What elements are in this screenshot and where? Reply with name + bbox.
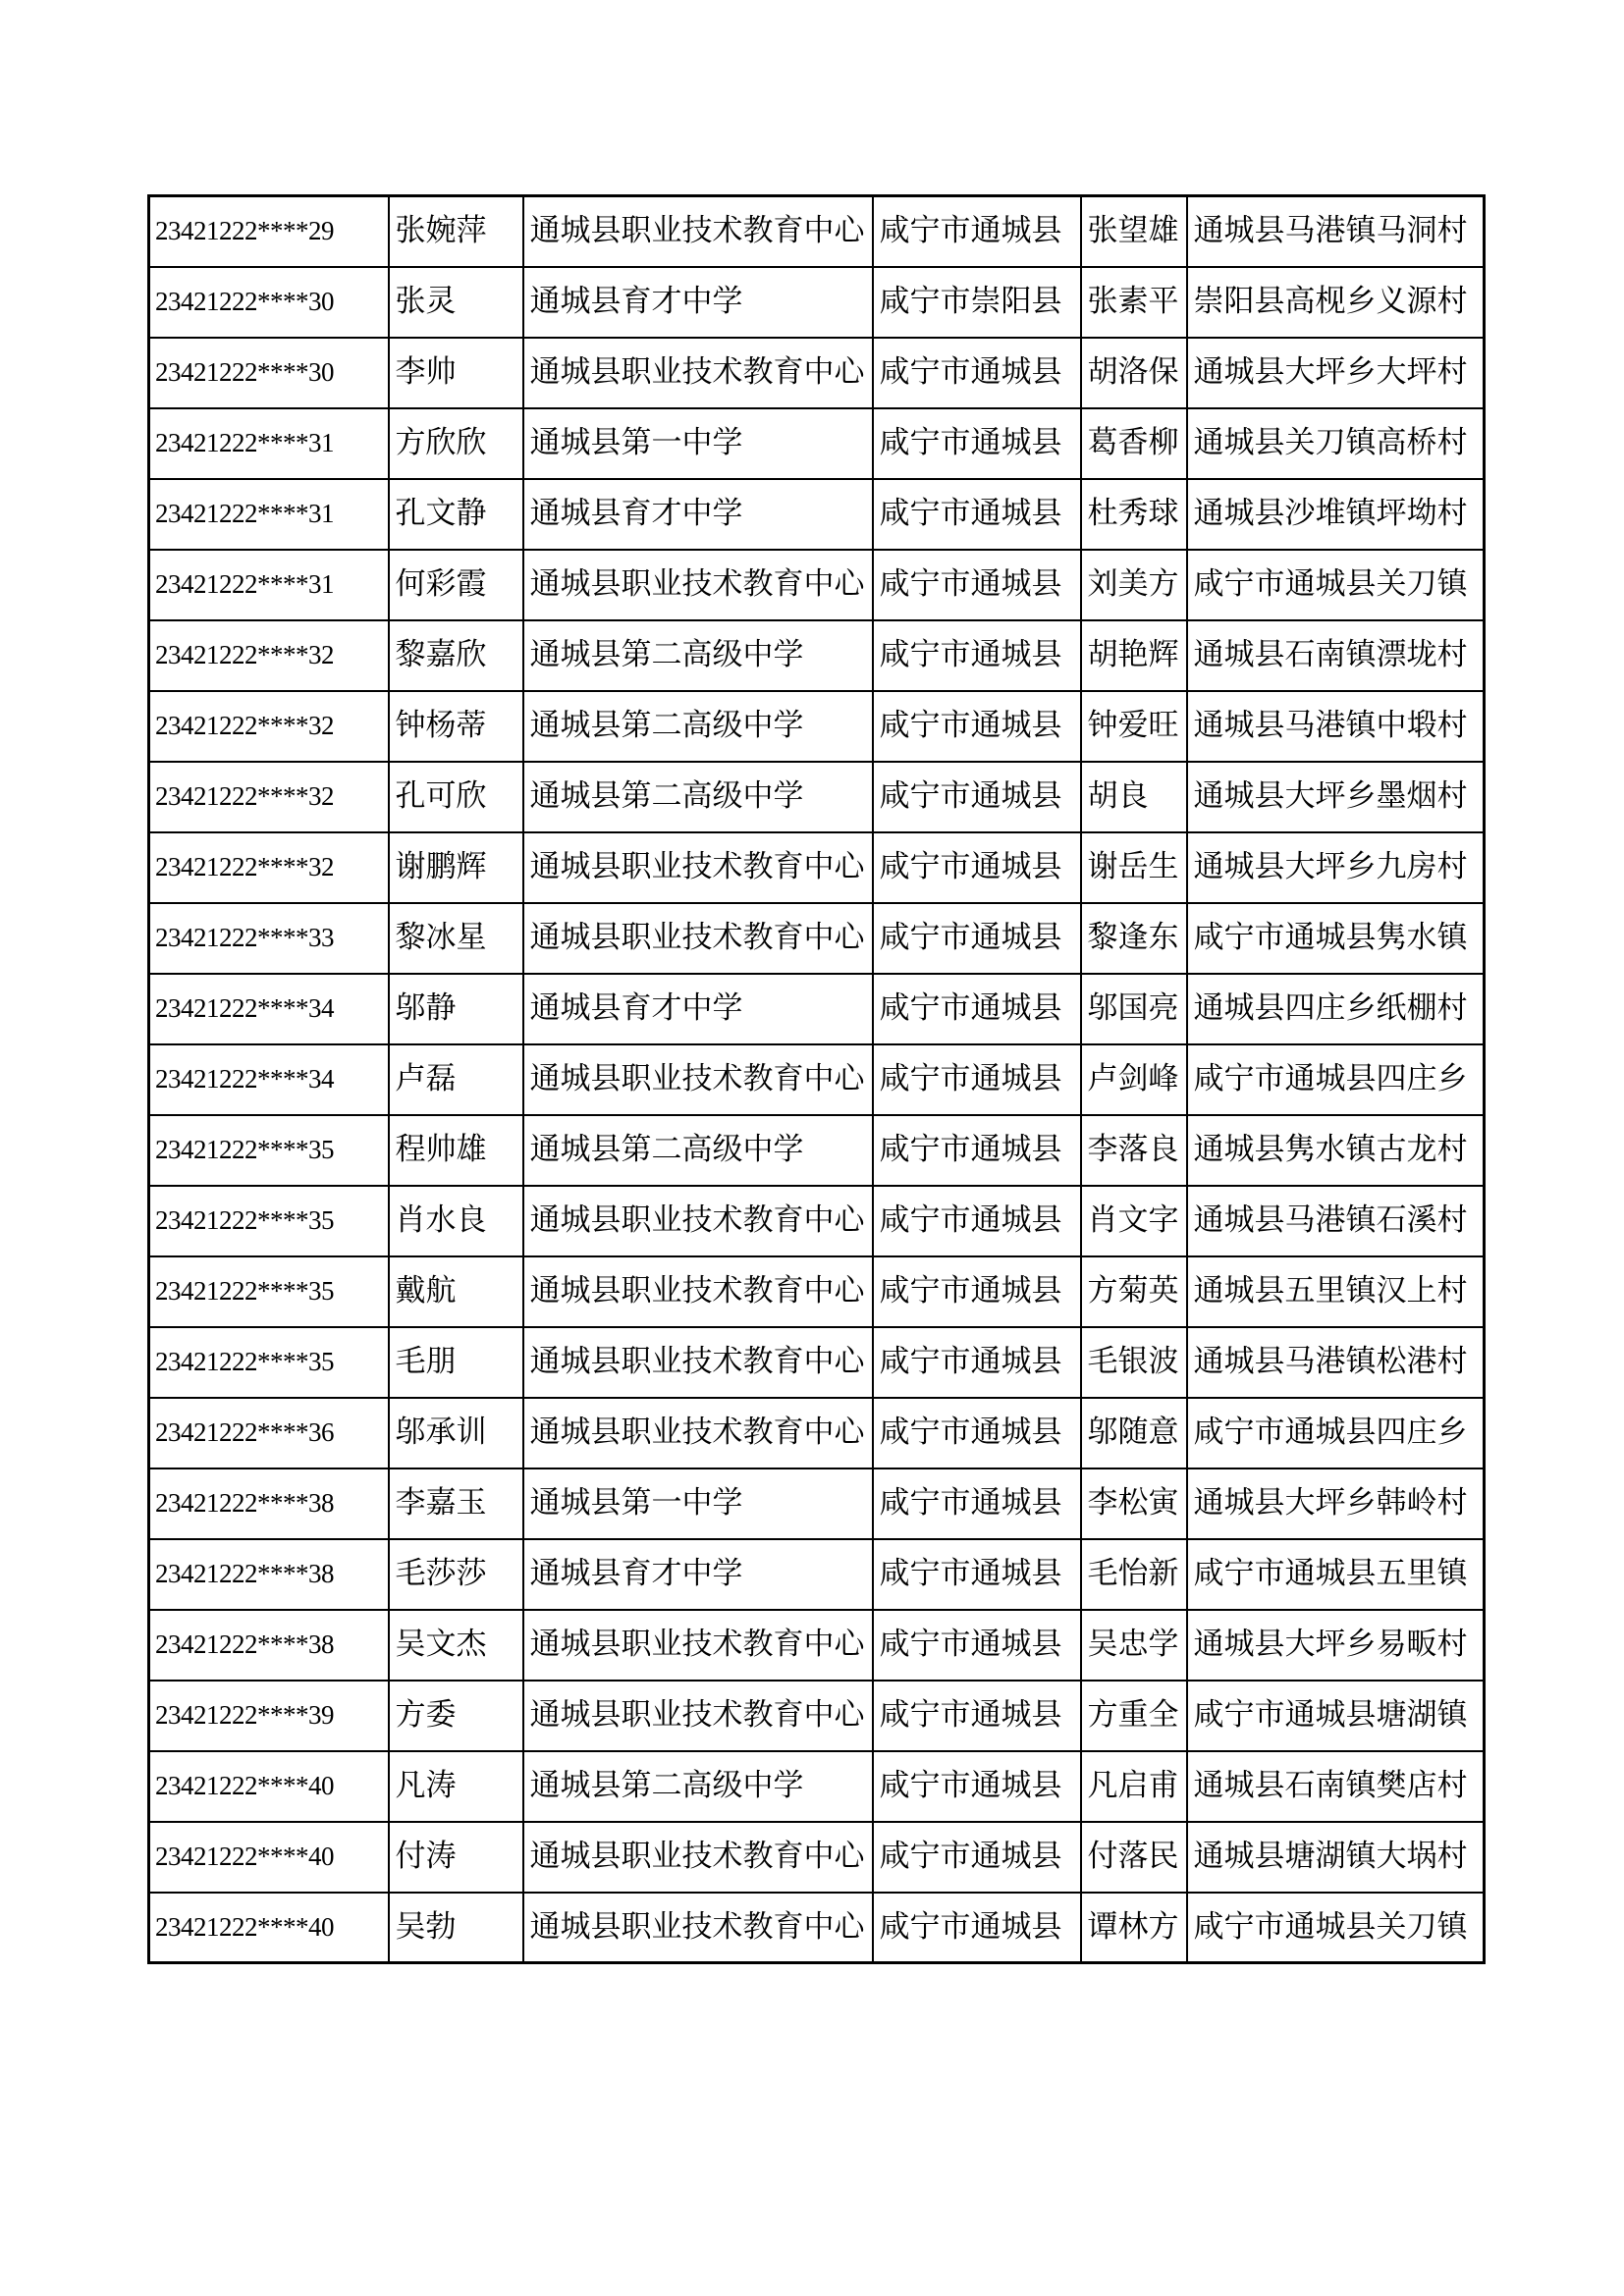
region-cell: 咸宁市通城县 bbox=[873, 620, 1081, 691]
table-row bbox=[149, 1751, 1485, 1822]
address-cell: 通城县四庄乡纸棚村 bbox=[1187, 974, 1485, 1044]
id-cell: 23421222****38 bbox=[149, 1610, 389, 1681]
student-name-cell: 孔可欣 bbox=[389, 762, 523, 832]
id-cell: 23421222****35 bbox=[149, 1186, 389, 1256]
school-cell: 通城县第一中学 bbox=[523, 408, 873, 479]
student-name-cell: 付涛 bbox=[389, 1822, 523, 1893]
address-cell: 通城县沙堆镇坪坳村 bbox=[1187, 479, 1485, 550]
region-cell: 咸宁市通城县 bbox=[873, 479, 1081, 550]
student-name-cell: 何彩霞 bbox=[389, 550, 523, 620]
id-cell: 23421222****31 bbox=[149, 550, 389, 620]
region-cell: 咸宁市通城县 bbox=[873, 1186, 1081, 1256]
school-cell: 通城县第二高级中学 bbox=[523, 620, 873, 691]
school-cell: 通城县第二高级中学 bbox=[523, 762, 873, 832]
table-row bbox=[149, 691, 1485, 762]
id-cell: 23421222****35 bbox=[149, 1256, 389, 1327]
guardian-name-cell: 胡良 bbox=[1081, 762, 1187, 832]
address-cell: 通城县大坪乡韩岭村 bbox=[1187, 1468, 1485, 1539]
guardian-name-cell: 谢岳生 bbox=[1081, 832, 1187, 903]
student-name-cell: 张婉萍 bbox=[389, 196, 523, 267]
id-cell: 23421222****30 bbox=[149, 338, 389, 408]
school-cell: 通城县育才中学 bbox=[523, 1539, 873, 1610]
table-row bbox=[149, 408, 1485, 479]
guardian-name-cell: 吴忠学 bbox=[1081, 1610, 1187, 1681]
table-row bbox=[149, 1115, 1485, 1186]
student-name-cell: 李帅 bbox=[389, 338, 523, 408]
student-name-cell: 孔文静 bbox=[389, 479, 523, 550]
guardian-name-cell: 黎逢东 bbox=[1081, 903, 1187, 974]
table-row bbox=[149, 1822, 1485, 1893]
address-cell: 通城县马港镇松港村 bbox=[1187, 1327, 1485, 1398]
student-name-cell: 卢磊 bbox=[389, 1044, 523, 1115]
address-cell: 咸宁市通城县塘湖镇 bbox=[1187, 1681, 1485, 1751]
table-row bbox=[149, 903, 1485, 974]
school-cell: 通城县职业技术教育中心 bbox=[523, 1256, 873, 1327]
region-cell: 咸宁市通城县 bbox=[873, 691, 1081, 762]
id-cell: 23421222****35 bbox=[149, 1327, 389, 1398]
address-cell: 咸宁市通城县隽水镇 bbox=[1187, 903, 1485, 974]
address-cell: 咸宁市通城县关刀镇 bbox=[1187, 1893, 1485, 1963]
id-cell: 23421222****38 bbox=[149, 1539, 389, 1610]
student-name-cell: 毛朋 bbox=[389, 1327, 523, 1398]
school-cell: 通城县职业技术教育中心 bbox=[523, 1398, 873, 1468]
school-cell: 通城县职业技术教育中心 bbox=[523, 196, 873, 267]
region-cell: 咸宁市通城县 bbox=[873, 1256, 1081, 1327]
region-cell: 咸宁市通城县 bbox=[873, 832, 1081, 903]
school-cell: 通城县育才中学 bbox=[523, 267, 873, 338]
guardian-name-cell: 钟爱旺 bbox=[1081, 691, 1187, 762]
guardian-name-cell: 邬随意 bbox=[1081, 1398, 1187, 1468]
id-cell: 23421222****39 bbox=[149, 1681, 389, 1751]
student-name-cell: 黎嘉欣 bbox=[389, 620, 523, 691]
school-cell: 通城县育才中学 bbox=[523, 479, 873, 550]
school-cell: 通城县职业技术教育中心 bbox=[523, 832, 873, 903]
table-row bbox=[149, 1327, 1485, 1398]
address-cell: 通城县五里镇汉上村 bbox=[1187, 1256, 1485, 1327]
table-row bbox=[149, 550, 1485, 620]
school-cell: 通城县职业技术教育中心 bbox=[523, 338, 873, 408]
guardian-name-cell: 付落民 bbox=[1081, 1822, 1187, 1893]
table-row bbox=[149, 479, 1485, 550]
data-table bbox=[147, 194, 1486, 1964]
student-name-cell: 方委 bbox=[389, 1681, 523, 1751]
table-row bbox=[149, 1893, 1485, 1963]
guardian-name-cell: 张素平 bbox=[1081, 267, 1187, 338]
id-cell: 23421222****32 bbox=[149, 620, 389, 691]
table-row bbox=[149, 267, 1485, 338]
address-cell: 通城县大坪乡九房村 bbox=[1187, 832, 1485, 903]
school-cell: 通城县职业技术教育中心 bbox=[523, 550, 873, 620]
student-name-cell: 谢鹏辉 bbox=[389, 832, 523, 903]
table-row bbox=[149, 196, 1485, 267]
address-cell: 咸宁市通城县五里镇 bbox=[1187, 1539, 1485, 1610]
student-name-cell: 方欣欣 bbox=[389, 408, 523, 479]
region-cell: 咸宁市通城县 bbox=[873, 338, 1081, 408]
guardian-name-cell: 胡洛保 bbox=[1081, 338, 1187, 408]
student-name-cell: 邬静 bbox=[389, 974, 523, 1044]
region-cell: 咸宁市通城县 bbox=[873, 1822, 1081, 1893]
region-cell: 咸宁市通城县 bbox=[873, 1398, 1081, 1468]
address-cell: 通城县马港镇石溪村 bbox=[1187, 1186, 1485, 1256]
region-cell: 咸宁市通城县 bbox=[873, 1751, 1081, 1822]
id-cell: 23421222****29 bbox=[149, 196, 389, 267]
region-cell: 咸宁市通城县 bbox=[873, 1893, 1081, 1963]
region-cell: 咸宁市通城县 bbox=[873, 1539, 1081, 1610]
school-cell: 通城县职业技术教育中心 bbox=[523, 1610, 873, 1681]
school-cell: 通城县第二高级中学 bbox=[523, 691, 873, 762]
id-cell: 23421222****32 bbox=[149, 691, 389, 762]
region-cell: 咸宁市通城县 bbox=[873, 903, 1081, 974]
id-cell: 23421222****33 bbox=[149, 903, 389, 974]
student-name-cell: 毛莎莎 bbox=[389, 1539, 523, 1610]
school-cell: 通城县职业技术教育中心 bbox=[523, 1044, 873, 1115]
address-cell: 通城县大坪乡大坪村 bbox=[1187, 338, 1485, 408]
school-cell: 通城县职业技术教育中心 bbox=[523, 903, 873, 974]
region-cell: 咸宁市通城县 bbox=[873, 1610, 1081, 1681]
guardian-name-cell: 卢剑峰 bbox=[1081, 1044, 1187, 1115]
table-row bbox=[149, 1610, 1485, 1681]
address-cell: 通城县大坪乡易畈村 bbox=[1187, 1610, 1485, 1681]
address-cell: 通城县大坪乡墨烟村 bbox=[1187, 762, 1485, 832]
address-cell: 通城县马港镇马洞村 bbox=[1187, 196, 1485, 267]
guardian-name-cell: 邬国亮 bbox=[1081, 974, 1187, 1044]
guardian-name-cell: 张望雄 bbox=[1081, 196, 1187, 267]
address-cell: 通城县石南镇樊店村 bbox=[1187, 1751, 1485, 1822]
address-cell: 通城县石南镇漂垅村 bbox=[1187, 620, 1485, 691]
region-cell: 咸宁市通城县 bbox=[873, 408, 1081, 479]
id-cell: 23421222****38 bbox=[149, 1468, 389, 1539]
region-cell: 咸宁市通城县 bbox=[873, 196, 1081, 267]
guardian-name-cell: 肖文字 bbox=[1081, 1186, 1187, 1256]
student-name-cell: 李嘉玉 bbox=[389, 1468, 523, 1539]
address-cell: 咸宁市通城县四庄乡 bbox=[1187, 1044, 1485, 1115]
student-name-cell: 凡涛 bbox=[389, 1751, 523, 1822]
table-row bbox=[149, 762, 1485, 832]
student-name-cell: 邬承训 bbox=[389, 1398, 523, 1468]
address-cell: 通城县马港镇中塅村 bbox=[1187, 691, 1485, 762]
region-cell: 咸宁市通城县 bbox=[873, 550, 1081, 620]
table-row bbox=[149, 1186, 1485, 1256]
guardian-name-cell: 胡艳辉 bbox=[1081, 620, 1187, 691]
table-row bbox=[149, 620, 1485, 691]
school-cell: 通城县职业技术教育中心 bbox=[523, 1893, 873, 1963]
guardian-name-cell: 毛银波 bbox=[1081, 1327, 1187, 1398]
id-cell: 23421222****40 bbox=[149, 1822, 389, 1893]
table-row bbox=[149, 1044, 1485, 1115]
guardian-name-cell: 李落良 bbox=[1081, 1115, 1187, 1186]
student-name-cell: 黎冰星 bbox=[389, 903, 523, 974]
school-cell: 通城县第二高级中学 bbox=[523, 1751, 873, 1822]
school-cell: 通城县育才中学 bbox=[523, 974, 873, 1044]
id-cell: 23421222****34 bbox=[149, 974, 389, 1044]
guardian-name-cell: 毛怡新 bbox=[1081, 1539, 1187, 1610]
table-row bbox=[149, 832, 1485, 903]
guardian-name-cell: 李松寅 bbox=[1081, 1468, 1187, 1539]
id-cell: 23421222****31 bbox=[149, 479, 389, 550]
table-row bbox=[149, 1256, 1485, 1327]
guardian-name-cell: 方重全 bbox=[1081, 1681, 1187, 1751]
region-cell: 咸宁市通城县 bbox=[873, 1681, 1081, 1751]
address-cell: 崇阳县高枧乡义源村 bbox=[1187, 267, 1485, 338]
guardian-name-cell: 方菊英 bbox=[1081, 1256, 1187, 1327]
student-name-cell: 吴勃 bbox=[389, 1893, 523, 1963]
table-row bbox=[149, 974, 1485, 1044]
id-cell: 23421222****32 bbox=[149, 832, 389, 903]
id-cell: 23421222****34 bbox=[149, 1044, 389, 1115]
id-cell: 23421222****32 bbox=[149, 762, 389, 832]
address-cell: 咸宁市通城县四庄乡 bbox=[1187, 1398, 1485, 1468]
region-cell: 咸宁市通城县 bbox=[873, 1115, 1081, 1186]
school-cell: 通城县第一中学 bbox=[523, 1468, 873, 1539]
table-row bbox=[149, 1539, 1485, 1610]
school-cell: 通城县职业技术教育中心 bbox=[523, 1186, 873, 1256]
region-cell: 咸宁市通城县 bbox=[873, 1044, 1081, 1115]
id-cell: 23421222****36 bbox=[149, 1398, 389, 1468]
table-row bbox=[149, 1398, 1485, 1468]
id-cell: 23421222****35 bbox=[149, 1115, 389, 1186]
table-row bbox=[149, 338, 1485, 408]
student-name-cell: 戴航 bbox=[389, 1256, 523, 1327]
student-name-cell: 张灵 bbox=[389, 267, 523, 338]
address-cell: 通城县关刀镇高桥村 bbox=[1187, 408, 1485, 479]
student-name-cell: 肖水良 bbox=[389, 1186, 523, 1256]
school-cell: 通城县职业技术教育中心 bbox=[523, 1327, 873, 1398]
guardian-name-cell: 谭林方 bbox=[1081, 1893, 1187, 1963]
guardian-name-cell: 刘美方 bbox=[1081, 550, 1187, 620]
address-cell: 咸宁市通城县关刀镇 bbox=[1187, 550, 1485, 620]
school-cell: 通城县职业技术教育中心 bbox=[523, 1681, 873, 1751]
student-name-cell: 吴文杰 bbox=[389, 1610, 523, 1681]
student-name-cell: 程帅雄 bbox=[389, 1115, 523, 1186]
table-body bbox=[149, 196, 1485, 1963]
student-name-cell: 钟杨蒂 bbox=[389, 691, 523, 762]
region-cell: 咸宁市通城县 bbox=[873, 1468, 1081, 1539]
guardian-name-cell: 葛香柳 bbox=[1081, 408, 1187, 479]
id-cell: 23421222****31 bbox=[149, 408, 389, 479]
table-row bbox=[149, 1681, 1485, 1751]
school-cell: 通城县第二高级中学 bbox=[523, 1115, 873, 1186]
region-cell: 咸宁市通城县 bbox=[873, 1327, 1081, 1398]
guardian-name-cell: 杜秀球 bbox=[1081, 479, 1187, 550]
region-cell: 咸宁市崇阳县 bbox=[873, 267, 1081, 338]
school-cell: 通城县职业技术教育中心 bbox=[523, 1822, 873, 1893]
region-cell: 咸宁市通城县 bbox=[873, 974, 1081, 1044]
address-cell: 通城县塘湖镇大埚村 bbox=[1187, 1822, 1485, 1893]
table-row bbox=[149, 1468, 1485, 1539]
address-cell: 通城县隽水镇古龙村 bbox=[1187, 1115, 1485, 1186]
guardian-name-cell: 凡启甫 bbox=[1081, 1751, 1187, 1822]
id-cell: 23421222****40 bbox=[149, 1893, 389, 1963]
id-cell: 23421222****40 bbox=[149, 1751, 389, 1822]
region-cell: 咸宁市通城县 bbox=[873, 762, 1081, 832]
id-cell: 23421222****30 bbox=[149, 267, 389, 338]
